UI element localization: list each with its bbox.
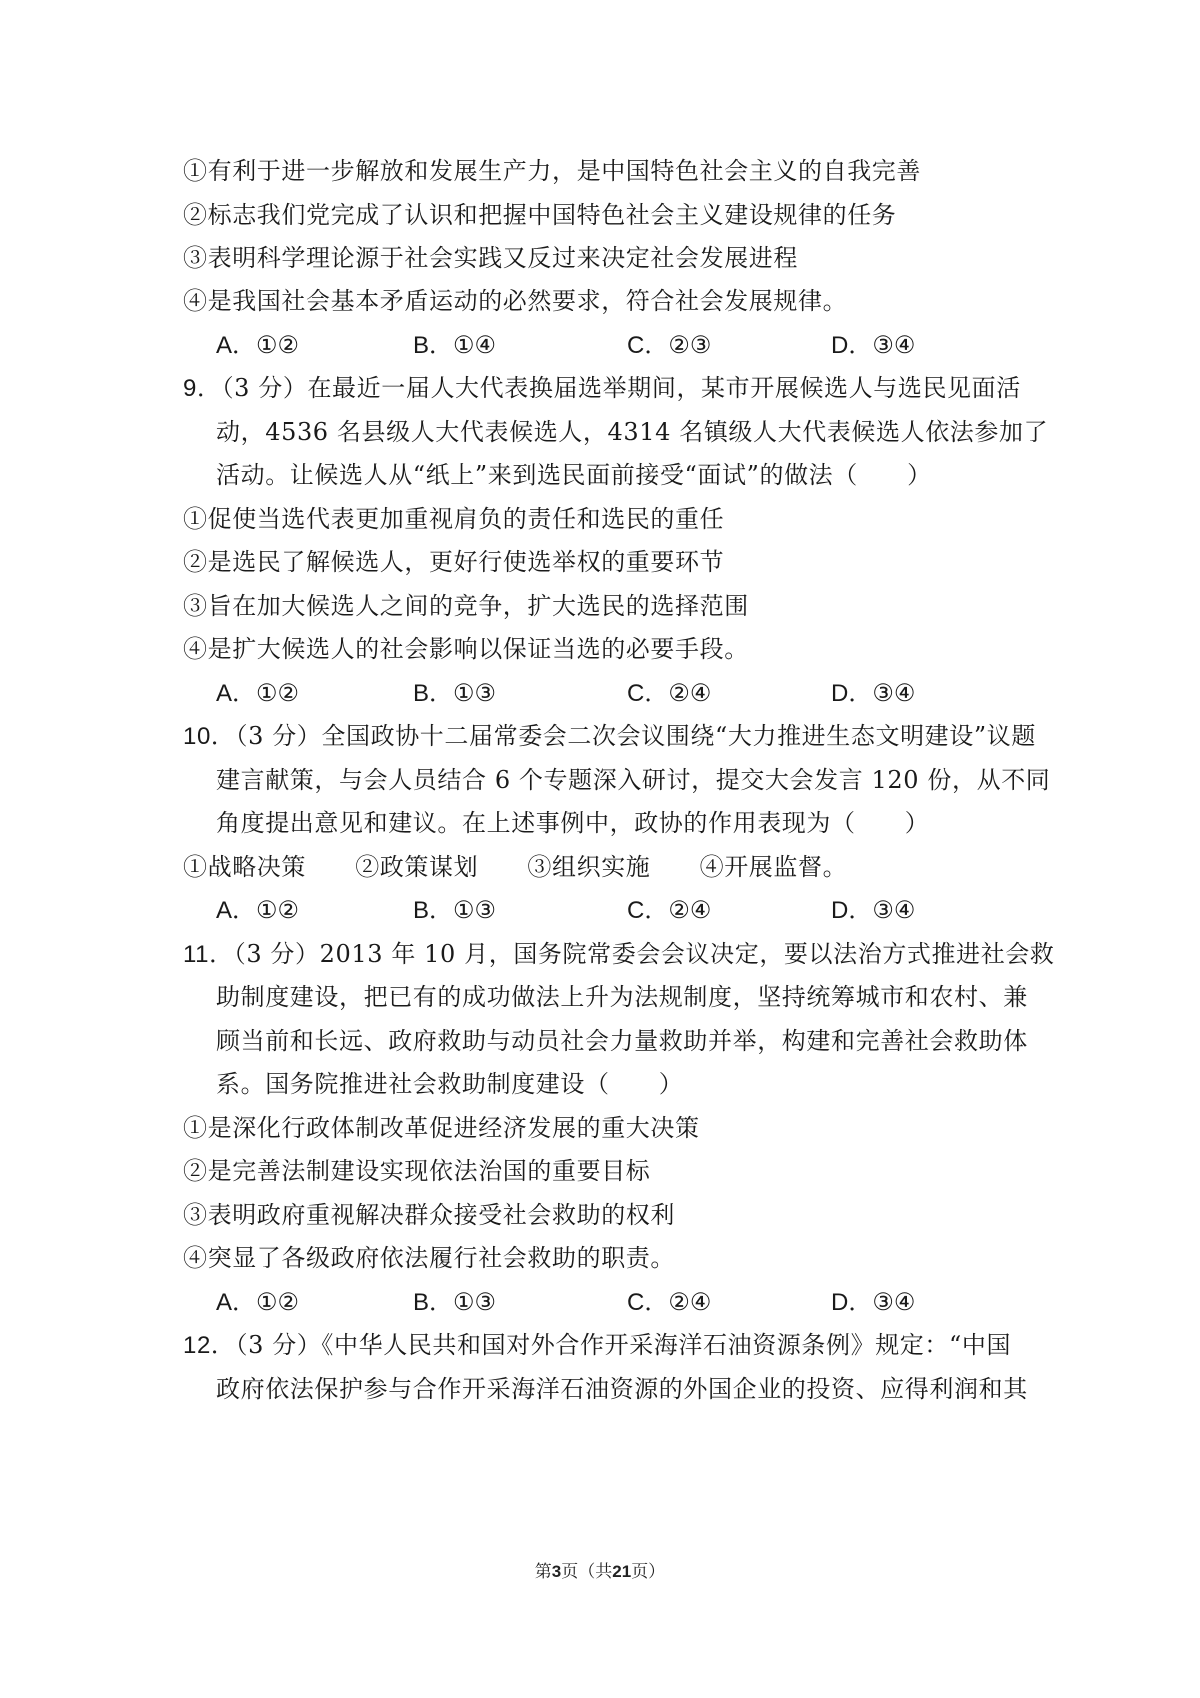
q9-statement-1: ①促使当选代表更加重视肩负的责任和选民的重任: [183, 505, 725, 533]
q10-option-a[interactable]: A．①②: [216, 896, 300, 924]
q10-stem-line-3: 角度提出意见和建议。在上述事例中，政协的作用表现为（ ）: [216, 809, 930, 837]
q10-stem-line-1: 10．（3 分）全国政协十二届常委会二次会议围绕“大力推进生态文明建设”议题: [183, 722, 1036, 750]
q12-stem-line-1: 12．（3 分）《中华人民共和国对外合作开采海洋石油资源条例》规定：“中国: [183, 1331, 1012, 1359]
q9-option-a[interactable]: A．①②: [216, 679, 300, 707]
q11-stem-line-4: 系。国务院推进社会救助制度建设（ ）: [216, 1070, 684, 1098]
q10-stem-line-2: 建言献策，与会人员结合 6 个专题深入研讨，提交大会发言 120 份，从不同: [216, 766, 1051, 794]
q9-statement-2: ②是选民了解候选人，更好行使选举权的重要环节: [183, 548, 725, 576]
q9-number: 9．: [183, 375, 222, 402]
q10-option-b[interactable]: B．①③: [413, 896, 497, 924]
q11-stem-line-2: 助制度建设，把已有的成功做法上升为法规制度，坚持统筹城市和农村、兼: [216, 983, 1028, 1011]
q9-option-b[interactable]: B．①③: [413, 679, 497, 707]
q11-option-b[interactable]: B．①③: [413, 1288, 497, 1316]
q9-stem-line-1: 9．（3 分）在最近一届人大代表换届选举期间，某市开展候选人与选民见面活: [183, 374, 1021, 402]
q8-statement-4: ④是我国社会基本矛盾运动的必然要求，符合社会发展规律。: [183, 287, 848, 315]
page-total: 21: [612, 1562, 632, 1581]
q11-option-d[interactable]: D．③④: [831, 1288, 916, 1316]
q9-option-c[interactable]: C．②④: [627, 679, 712, 707]
q8-option-c[interactable]: C．②③: [627, 331, 712, 359]
q10-options: [216, 894, 976, 926]
q9-option-d[interactable]: D．③④: [831, 679, 916, 707]
q10-statements: ①战略决策 ②政策谋划 ③组织实施 ④开展监督。: [183, 853, 848, 881]
q8-statement-3: ③表明科学理论源于社会实践又反过来决定社会发展进程: [183, 244, 798, 272]
q11-number: 11．: [183, 941, 234, 968]
q8-option-d[interactable]: D．③④: [831, 331, 916, 359]
q8-statement-1: ①有利于进一步解放和发展生产力，是中国特色社会主义的自我完善: [183, 157, 921, 185]
q11-options: [216, 1286, 976, 1318]
q11-stem-line-3: 顾当前和长远、政府救助与动员社会力量救助并举，构建和完善社会救助体: [216, 1027, 1028, 1055]
page-number: 3: [551, 1562, 562, 1581]
q8-option-a[interactable]: A．①②: [216, 331, 300, 359]
q10-option-c[interactable]: C．②④: [627, 896, 712, 924]
q12-number: 12．: [183, 1332, 236, 1359]
page-footer: 第3页（共21页）: [534, 1562, 666, 1582]
q11-option-a[interactable]: A．①②: [216, 1288, 300, 1316]
q11-option-c[interactable]: C．②④: [627, 1288, 712, 1316]
q9-stem-line-3: 活动。让候选人从“纸上”来到选民面前接受“面试”的做法（ ）: [216, 461, 932, 489]
q9-options: [216, 677, 976, 709]
q11-statement-2: ②是完善法制建设实现依法治国的重要目标: [183, 1157, 651, 1185]
q8-option-b[interactable]: B．①④: [413, 331, 497, 359]
q10-option-d[interactable]: D．③④: [831, 896, 916, 924]
q9-statement-4: ④是扩大候选人的社会影响以保证当选的必要手段。: [183, 635, 749, 663]
q8-options: [216, 329, 976, 361]
q11-statement-1: ①是深化行政体制改革促进经济发展的重大决策: [183, 1114, 700, 1142]
q12-stem-line-2: 政府依法保护参与合作开采海洋石油资源的外国企业的投资、应得利润和其: [216, 1375, 1028, 1403]
q9-stem-line-2: 动，4536 名县级人大代表候选人，4314 名镇级人大代表候选人依法参加了: [216, 418, 1049, 446]
q10-number: 10．: [183, 723, 236, 750]
q8-statement-2: ②标志我们党完成了认识和把握中国特色社会主义建设规律的任务: [183, 201, 897, 229]
q11-statement-4: ④突显了各级政府依法履行社会救助的职责。: [183, 1244, 675, 1272]
q11-statement-3: ③表明政府重视解决群众接受社会救助的权利: [183, 1201, 675, 1229]
q11-stem-line-1: 11．（3 分）2013 年 10 月，国务院常委会会议决定，要以法治方式推进社会救: [183, 940, 1055, 968]
q9-statement-3: ③旨在加大候选人之间的竞争，扩大选民的选择范围: [183, 592, 749, 620]
